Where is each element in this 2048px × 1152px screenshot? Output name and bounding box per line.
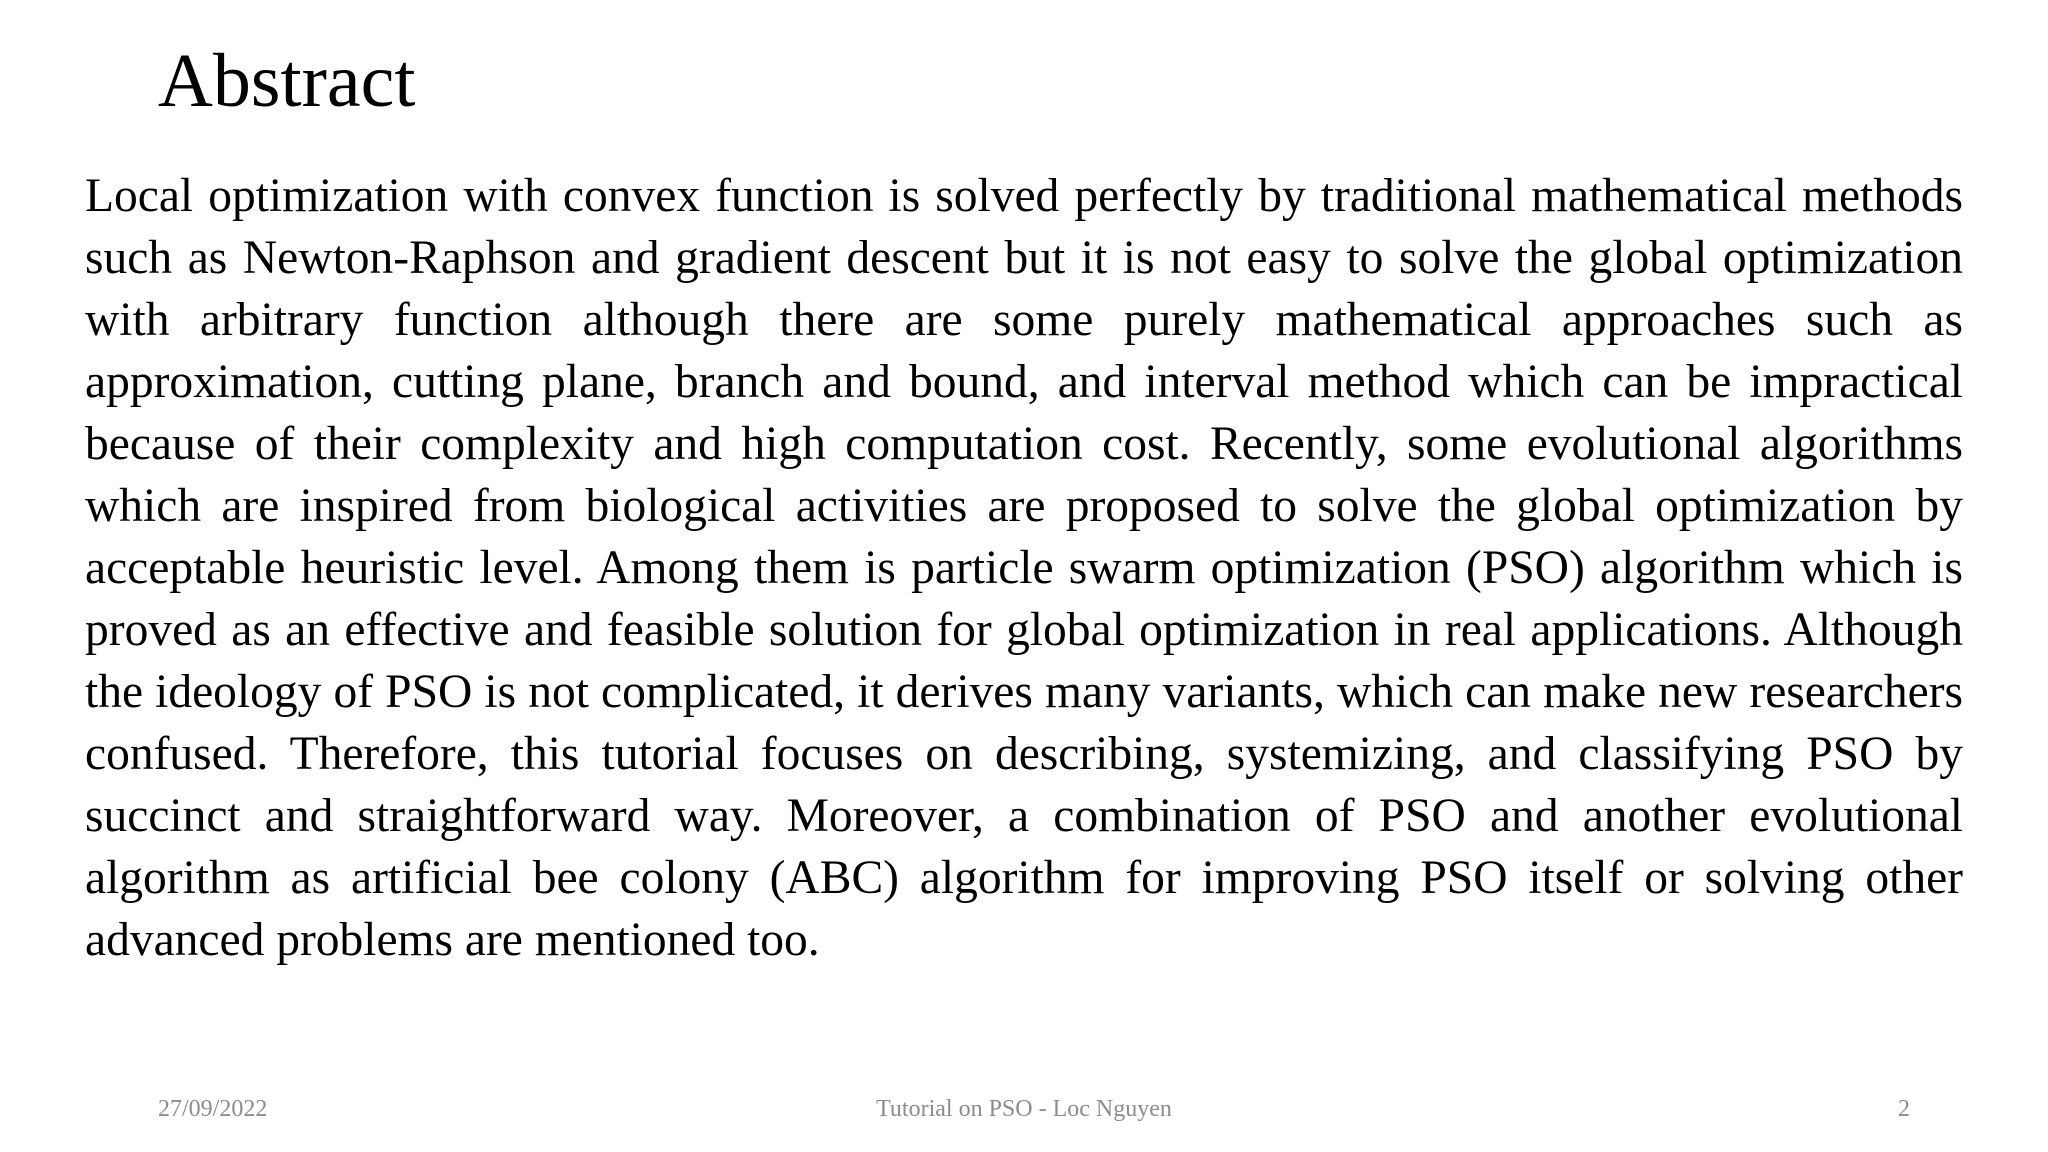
footer-date: 27/09/2022 [158,1096,268,1122]
abstract-body-text: Local optimization with convex function is solved perfectly by traditional mathematical methods such as Newton-Raphson and gradient descent but it is not easy to solve the global optimization with arbitrary function although there are some purely mathematical approaches such as approximation, cutting plane, branch and bound, and interval method which can be impractical because of their complexity and high computation cost. Recently, some evolutional algorithms which are inspired from biological activities are proposed to solve the global optimization by acceptable heuristic level. Among them is particle swarm optimization (PSO) algorithm which is proved as an effective and feasible solution for global optimization in real applications. Although the ideology of PSO is not complicated, it derives many variants, which can make new researchers confused. Therefore, this tutorial focuses on describing, systemizing, and classifying PSO by succinct and straightforward way. Moreover, a combination of PSO and another evolutional algorithm as artificial bee colony (ABC) algorithm for improving PSO itself or solving other advanced problems are mentioned too. [85,170,1963,966]
footer-title: Tutorial on PSO - Loc Nguyen [876,1096,1172,1122]
slide-title: Abstract [158,39,416,123]
slide-number: 2 [1898,1096,1910,1122]
